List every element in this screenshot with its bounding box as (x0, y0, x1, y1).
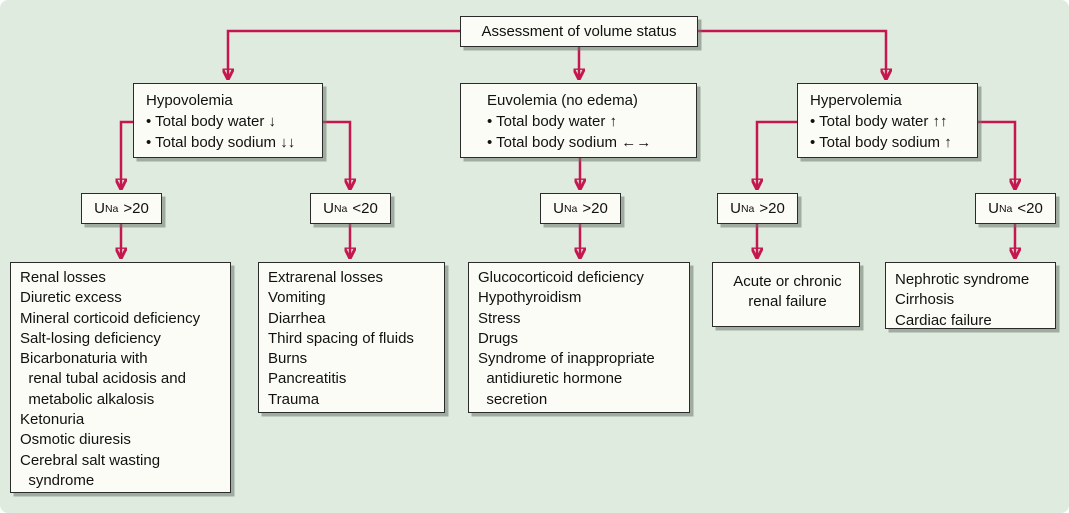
list-line: Acute or chronic (733, 273, 842, 290)
node-una-gt20-hypovolemia (81, 193, 162, 224)
list-line: Nephrotic syndrome (895, 271, 1030, 288)
una-subscript: Na (563, 202, 578, 215)
list-line: Cirrhosis (895, 291, 955, 309)
una-symbol: U (94, 200, 105, 217)
una-subscript: Na (333, 202, 348, 215)
node-una-lt20-hypervolemia (975, 193, 1056, 224)
list-line: Stress (478, 309, 521, 327)
list-line: Renal losses (20, 269, 106, 286)
list-line: antidiuretic hormone (478, 370, 623, 388)
una-condition: >20 (123, 200, 149, 217)
branch-title: Hypovolemia (146, 92, 233, 109)
list-line: renal failure (748, 293, 827, 311)
una-subscript: Na (104, 202, 119, 215)
list-line: Syndrome of inappropriate (478, 350, 655, 368)
list-line: Osmotic diuresis (20, 431, 131, 449)
node-euvolemia (460, 83, 697, 158)
list-line: Mineral corticoid deficiency (20, 309, 201, 327)
node-extrarenal-losses-list (258, 262, 445, 413)
list-line: Salt-losing deficiency (20, 329, 161, 347)
connector-hypervolemia-to-una5 (978, 122, 1015, 187)
una-subscript: Na (740, 202, 755, 215)
branch-bullet: • Total body sodium ←→ (487, 134, 652, 151)
list-line: Cardiac failure (895, 311, 992, 329)
list-line: Diarrhea (268, 309, 326, 327)
list-line: Hypothyroidism (478, 289, 582, 307)
list-line: renal tubal acidosis and (20, 370, 186, 388)
node-renal-losses-list (10, 262, 231, 493)
list-line: syndrome (20, 471, 95, 489)
connector-hypervolemia-to-una4 (757, 122, 797, 187)
branch-bullet: • Total body sodium ↑ (810, 134, 952, 151)
node-hypervolemia (797, 83, 978, 158)
list-line: metabolic alkalosis (20, 390, 155, 408)
una-subscript: Na (998, 202, 1013, 215)
branch-bullet: • Total body water ↓ (146, 113, 277, 130)
list-line: Diuretic excess (20, 289, 122, 307)
node-renal-failure (712, 262, 860, 327)
node-glucocorticoid-deficiency-list (468, 262, 690, 413)
connector-hypovolemia-to-una2 (323, 122, 350, 187)
list-line: Third spacing of fluids (268, 329, 414, 347)
connector-root-to-hypovolemia (228, 31, 460, 77)
list-line: Pancreatitis (268, 370, 347, 388)
node-label: Assessment of volume status (481, 23, 677, 40)
una-symbol: U (730, 200, 741, 217)
branch-title: Hypervolemia (810, 92, 902, 109)
list-line: Drugs (478, 329, 519, 347)
una-symbol: U (323, 200, 334, 217)
node-una-gt20-hypervolemia (717, 193, 798, 224)
una-symbol: U (553, 200, 564, 217)
una-condition: <20 (352, 200, 378, 217)
list-line: Vomiting (268, 289, 326, 307)
list-line: Trauma (268, 390, 320, 408)
list-line: Burns (268, 350, 308, 368)
list-line: Cerebral salt wasting (20, 451, 161, 469)
connector-hypovolemia-to-una1 (121, 122, 133, 187)
list-line: secretion (478, 390, 548, 408)
branch-bullet: • Total body water ↑↑ (810, 113, 948, 130)
list-line: Bicarbonaturia with (20, 350, 148, 368)
node-hypovolemia (133, 83, 323, 158)
branch-bullet: • Total body water ↑ (487, 113, 618, 130)
connector-root-to-hypervolemia (698, 31, 886, 77)
list-line: Glucocorticoid deficiency (478, 269, 644, 286)
una-condition: <20 (1017, 200, 1043, 217)
node-assessment-of-volume-status (460, 16, 698, 47)
list-line: Extrarenal losses (268, 269, 384, 286)
branch-bullet: • Total body sodium ↓↓ (146, 134, 296, 151)
list-line: Ketonuria (20, 411, 85, 429)
branch-title: Euvolemia (no edema) (487, 92, 638, 109)
node-nephrotic-syndrome-list (885, 262, 1056, 329)
una-symbol: U (988, 200, 999, 217)
una-condition: >20 (582, 200, 608, 217)
node-una-lt20-hypovolemia (310, 193, 391, 224)
una-condition: >20 (759, 200, 785, 217)
node-una-gt20-euvolemia (540, 193, 621, 224)
